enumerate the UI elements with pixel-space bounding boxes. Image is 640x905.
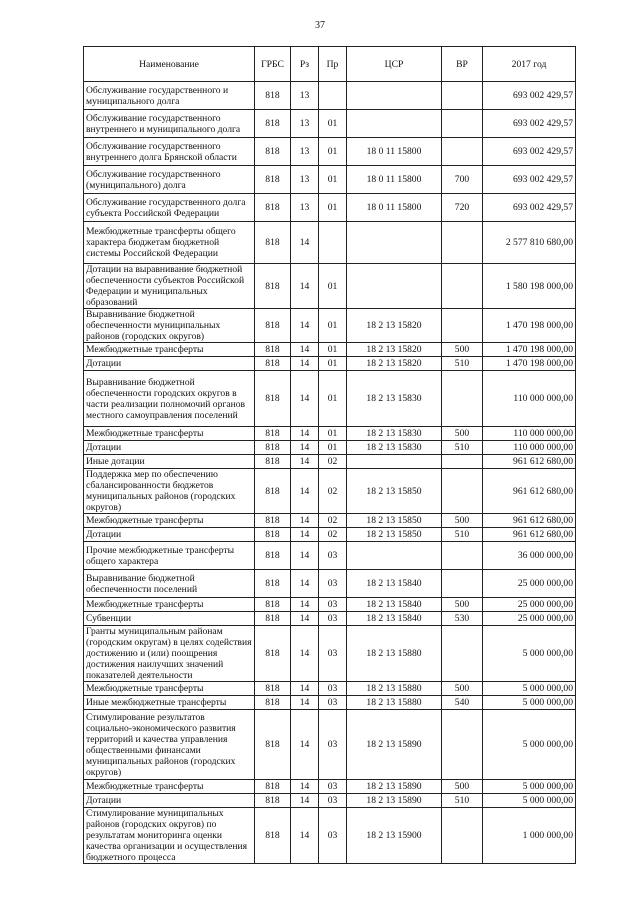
row-vr: 540	[442, 696, 483, 710]
row-pr: 01	[319, 309, 347, 343]
table-row	[84, 441, 576, 455]
table-header-row	[84, 47, 576, 82]
row-vr	[442, 542, 483, 570]
row-csr	[347, 82, 442, 110]
row-rz: 13	[291, 138, 319, 166]
row-name: Обслуживание государственного и муниципального долга	[84, 82, 255, 110]
row-csr: 18 0 11 15800	[347, 166, 442, 194]
row-pr	[319, 82, 347, 110]
row-pr: 01	[319, 371, 347, 427]
row-name: Дотации на выравнивание бюджетной обеспеченности субъектов Российской Федерации и муниципальных образований	[84, 264, 255, 309]
row-pr: 03	[319, 794, 347, 808]
row-grbs: 818	[255, 542, 291, 570]
row-vr: 500	[442, 780, 483, 794]
row-amount: 1 470 198 000,00	[483, 309, 576, 343]
row-grbs: 818	[255, 696, 291, 710]
table-row	[84, 528, 576, 542]
row-vr	[442, 455, 483, 469]
row-rz: 14	[291, 794, 319, 808]
row-name: Поддержка мер по обеспечению сбалансированности бюджетов муниципальных районов (городских округов)	[84, 469, 255, 514]
row-rz: 14	[291, 309, 319, 343]
row-pr: 03	[319, 808, 347, 864]
row-rz: 14	[291, 808, 319, 864]
table-row	[84, 455, 576, 469]
row-amount: 693 002 429,57	[483, 82, 576, 110]
row-rz: 14	[291, 427, 319, 441]
row-vr	[442, 222, 483, 264]
row-csr: 18 2 13 15830	[347, 371, 442, 427]
row-rz: 13	[291, 166, 319, 194]
row-grbs: 818	[255, 626, 291, 682]
table-row	[84, 794, 576, 808]
row-name: Межбюджетные трансферты	[84, 343, 255, 357]
row-grbs: 818	[255, 780, 291, 794]
row-name: Субвенции	[84, 612, 255, 626]
row-pr: 01	[319, 110, 347, 138]
row-rz: 14	[291, 343, 319, 357]
table-row	[84, 626, 576, 682]
row-vr	[442, 469, 483, 514]
table-row	[84, 808, 576, 864]
row-csr: 18 2 13 15890	[347, 794, 442, 808]
row-vr	[442, 710, 483, 780]
table-row	[84, 264, 576, 309]
row-vr	[442, 82, 483, 110]
row-grbs: 818	[255, 598, 291, 612]
column-header-csr: ЦСР	[347, 47, 442, 82]
row-amount: 693 002 429,57	[483, 166, 576, 194]
row-grbs: 818	[255, 455, 291, 469]
row-csr: 18 2 13 15820	[347, 343, 442, 357]
row-grbs: 818	[255, 469, 291, 514]
row-amount: 1 470 198 000,00	[483, 343, 576, 357]
row-vr: 510	[442, 357, 483, 371]
row-rz: 14	[291, 710, 319, 780]
row-vr: 500	[442, 598, 483, 612]
row-name: Дотации	[84, 357, 255, 371]
row-name: Прочие межбюджетные трансферты общего характера	[84, 542, 255, 570]
row-vr	[442, 626, 483, 682]
row-name: Межбюджетные трансферты общего характера бюджетам бюджетной системы Российской Федерации	[84, 222, 255, 264]
row-csr: 18 2 13 15820	[347, 357, 442, 371]
row-vr: 510	[442, 794, 483, 808]
table-row	[84, 194, 576, 222]
row-pr: 03	[319, 598, 347, 612]
row-rz: 14	[291, 570, 319, 598]
row-pr: 02	[319, 514, 347, 528]
row-pr: 01	[319, 441, 347, 455]
row-grbs: 818	[255, 309, 291, 343]
row-amount: 110 000 000,00	[483, 371, 576, 427]
row-amount: 5 000 000,00	[483, 696, 576, 710]
table-row	[84, 138, 576, 166]
column-header-vr: ВР	[442, 47, 483, 82]
row-pr: 01	[319, 343, 347, 357]
row-vr: 510	[442, 528, 483, 542]
column-header-pr: Пр	[319, 47, 347, 82]
row-amount: 961 612 680,00	[483, 514, 576, 528]
row-name: Дотации	[84, 528, 255, 542]
row-vr: 500	[442, 682, 483, 696]
row-pr: 01	[319, 138, 347, 166]
row-csr: 18 2 13 15890	[347, 710, 442, 780]
row-amount: 5 000 000,00	[483, 780, 576, 794]
row-grbs: 818	[255, 222, 291, 264]
row-rz: 14	[291, 514, 319, 528]
table-row	[84, 166, 576, 194]
row-pr: 01	[319, 357, 347, 371]
row-amount: 110 000 000,00	[483, 427, 576, 441]
row-rz: 14	[291, 528, 319, 542]
row-name: Межбюджетные трансферты	[84, 598, 255, 612]
row-grbs: 818	[255, 710, 291, 780]
row-vr: 530	[442, 612, 483, 626]
row-amount: 5 000 000,00	[483, 794, 576, 808]
row-csr: 18 2 13 15840	[347, 570, 442, 598]
row-amount: 36 000 000,00	[483, 542, 576, 570]
row-grbs: 818	[255, 682, 291, 696]
row-name: Межбюджетные трансферты	[84, 514, 255, 528]
row-amount: 5 000 000,00	[483, 626, 576, 682]
row-vr	[442, 138, 483, 166]
table-row	[84, 343, 576, 357]
row-rz: 14	[291, 357, 319, 371]
table-row	[84, 612, 576, 626]
row-name: Обслуживание государственного (муниципального) долга	[84, 166, 255, 194]
row-csr	[347, 264, 442, 309]
row-pr: 01	[319, 194, 347, 222]
row-csr: 18 2 13 15840	[347, 598, 442, 612]
row-grbs: 818	[255, 194, 291, 222]
row-amount: 693 002 429,57	[483, 110, 576, 138]
row-name: Межбюджетные трансферты	[84, 780, 255, 794]
column-header-name: Наименование	[84, 47, 255, 82]
row-grbs: 818	[255, 371, 291, 427]
row-rz: 14	[291, 222, 319, 264]
table-row	[84, 598, 576, 612]
row-pr: 03	[319, 570, 347, 598]
row-csr: 18 2 13 15840	[347, 612, 442, 626]
table-row	[84, 542, 576, 570]
row-vr: 500	[442, 343, 483, 357]
row-rz: 13	[291, 82, 319, 110]
row-amount: 25 000 000,00	[483, 570, 576, 598]
row-name: Стимулирование муниципальных районов (городских округов) по результатам мониторинга оценки качества организации и осуществления бюджетного процесса	[84, 808, 255, 864]
row-csr	[347, 110, 442, 138]
row-amount: 5 000 000,00	[483, 682, 576, 696]
row-name: Выравнивание бюджетной обеспеченности городских округов в части реализации полномочий органов местного самоуправления поселений	[84, 371, 255, 427]
row-vr	[442, 309, 483, 343]
row-vr	[442, 570, 483, 598]
row-rz: 14	[291, 264, 319, 309]
row-grbs: 818	[255, 794, 291, 808]
row-amount: 693 002 429,57	[483, 138, 576, 166]
row-vr	[442, 110, 483, 138]
table-row	[84, 427, 576, 441]
row-pr: 02	[319, 469, 347, 514]
row-vr: 500	[442, 514, 483, 528]
row-name: Стимулирование результатов социально-экономического развития территорий и качества управления общественными финансами муниципальных районов (городских округов)	[84, 710, 255, 780]
row-amount: 1 470 198 000,00	[483, 357, 576, 371]
row-rz: 14	[291, 612, 319, 626]
row-vr	[442, 371, 483, 427]
row-rz: 14	[291, 682, 319, 696]
row-csr: 18 2 13 15830	[347, 441, 442, 455]
table-row	[84, 570, 576, 598]
table-row	[84, 710, 576, 780]
row-rz: 14	[291, 626, 319, 682]
row-vr	[442, 808, 483, 864]
row-csr	[347, 455, 442, 469]
row-grbs: 818	[255, 138, 291, 166]
row-name: Обслуживание государственного внутреннего долга Брянской области	[84, 138, 255, 166]
column-header-rz: Рз	[291, 47, 319, 82]
row-csr: 18 2 13 15820	[347, 309, 442, 343]
row-name: Дотации	[84, 441, 255, 455]
row-csr: 18 2 13 15850	[347, 528, 442, 542]
row-csr	[347, 542, 442, 570]
row-rz: 14	[291, 598, 319, 612]
row-name: Выравнивание бюджетной обеспеченности муниципальных районов (городских округов)	[84, 309, 255, 343]
row-grbs: 818	[255, 441, 291, 455]
row-rz: 13	[291, 194, 319, 222]
row-vr: 510	[442, 441, 483, 455]
row-rz: 14	[291, 696, 319, 710]
row-name: Иные дотации	[84, 455, 255, 469]
table-row	[84, 82, 576, 110]
row-name: Межбюджетные трансферты	[84, 427, 255, 441]
row-name: Обслуживание государственного долга субъекта Российской Федерации	[84, 194, 255, 222]
row-amount: 25 000 000,00	[483, 612, 576, 626]
row-csr: 18 2 13 15850	[347, 469, 442, 514]
table-row	[84, 469, 576, 514]
row-amount: 1 000 000,00	[483, 808, 576, 864]
row-pr: 01	[319, 166, 347, 194]
row-amount: 1 580 198 000,00	[483, 264, 576, 309]
table-row	[84, 110, 576, 138]
row-grbs: 818	[255, 612, 291, 626]
row-csr: 18 2 13 15900	[347, 808, 442, 864]
row-csr: 18 2 13 15880	[347, 682, 442, 696]
row-amount: 110 000 000,00	[483, 441, 576, 455]
row-grbs: 818	[255, 514, 291, 528]
row-csr: 18 2 13 15850	[347, 514, 442, 528]
row-vr	[442, 264, 483, 309]
row-rz: 14	[291, 455, 319, 469]
row-grbs: 818	[255, 110, 291, 138]
row-amount: 961 612 680,00	[483, 469, 576, 514]
row-pr	[319, 222, 347, 264]
table-body	[84, 82, 576, 864]
row-vr: 500	[442, 427, 483, 441]
row-amount: 5 000 000,00	[483, 710, 576, 780]
row-name: Дотации	[84, 794, 255, 808]
table-row	[84, 696, 576, 710]
column-header-grbs: ГРБС	[255, 47, 291, 82]
table-row	[84, 780, 576, 794]
row-grbs: 818	[255, 264, 291, 309]
row-amount: 961 612 680,00	[483, 528, 576, 542]
row-pr: 02	[319, 528, 347, 542]
row-pr: 03	[319, 696, 347, 710]
row-rz: 14	[291, 542, 319, 570]
row-grbs: 818	[255, 343, 291, 357]
row-amount: 25 000 000,00	[483, 598, 576, 612]
row-csr: 18 2 13 15830	[347, 427, 442, 441]
row-vr: 720	[442, 194, 483, 222]
row-grbs: 818	[255, 166, 291, 194]
row-amount: 961 612 680,00	[483, 455, 576, 469]
row-rz: 14	[291, 371, 319, 427]
row-name: Межбюджетные трансферты	[84, 682, 255, 696]
row-name: Обслуживание государственного внутреннего и муниципального долга	[84, 110, 255, 138]
row-rz: 13	[291, 110, 319, 138]
row-csr: 18 0 11 15800	[347, 138, 442, 166]
row-pr: 03	[319, 626, 347, 682]
row-grbs: 818	[255, 808, 291, 864]
row-csr: 18 2 13 15880	[347, 626, 442, 682]
table-row	[84, 514, 576, 528]
row-pr: 03	[319, 780, 347, 794]
row-pr: 02	[319, 455, 347, 469]
row-grbs: 818	[255, 427, 291, 441]
row-grbs: 818	[255, 528, 291, 542]
row-csr	[347, 222, 442, 264]
row-csr: 18 2 13 15890	[347, 780, 442, 794]
row-pr: 03	[319, 682, 347, 696]
row-pr: 01	[319, 427, 347, 441]
row-grbs: 818	[255, 82, 291, 110]
row-pr: 03	[319, 542, 347, 570]
budget-table	[83, 46, 576, 864]
page-number: 37	[315, 20, 325, 31]
row-rz: 14	[291, 441, 319, 455]
row-pr: 03	[319, 612, 347, 626]
row-pr: 03	[319, 710, 347, 780]
row-name: Выравнивание бюджетной обеспеченности поселений	[84, 570, 255, 598]
row-name: Гранты муниципальным районам (городским округам) в целях содействия достижению и (или) поощрения достижения наилучших значений показателей деятельности	[84, 626, 255, 682]
column-header-amount: 2017 год	[483, 47, 576, 82]
table-row	[84, 371, 576, 427]
row-vr: 700	[442, 166, 483, 194]
row-rz: 14	[291, 780, 319, 794]
row-rz: 14	[291, 469, 319, 514]
row-amount: 2 577 810 680,00	[483, 222, 576, 264]
row-grbs: 818	[255, 570, 291, 598]
row-csr: 18 2 13 15880	[347, 696, 442, 710]
row-pr: 01	[319, 264, 347, 309]
row-amount: 693 002 429,57	[483, 194, 576, 222]
row-grbs: 818	[255, 357, 291, 371]
row-csr: 18 0 11 15800	[347, 194, 442, 222]
table-row	[84, 309, 576, 343]
table-row	[84, 222, 576, 264]
table-row	[84, 682, 576, 696]
table-row	[84, 357, 576, 371]
row-name: Иные межбюджетные трансферты	[84, 696, 255, 710]
